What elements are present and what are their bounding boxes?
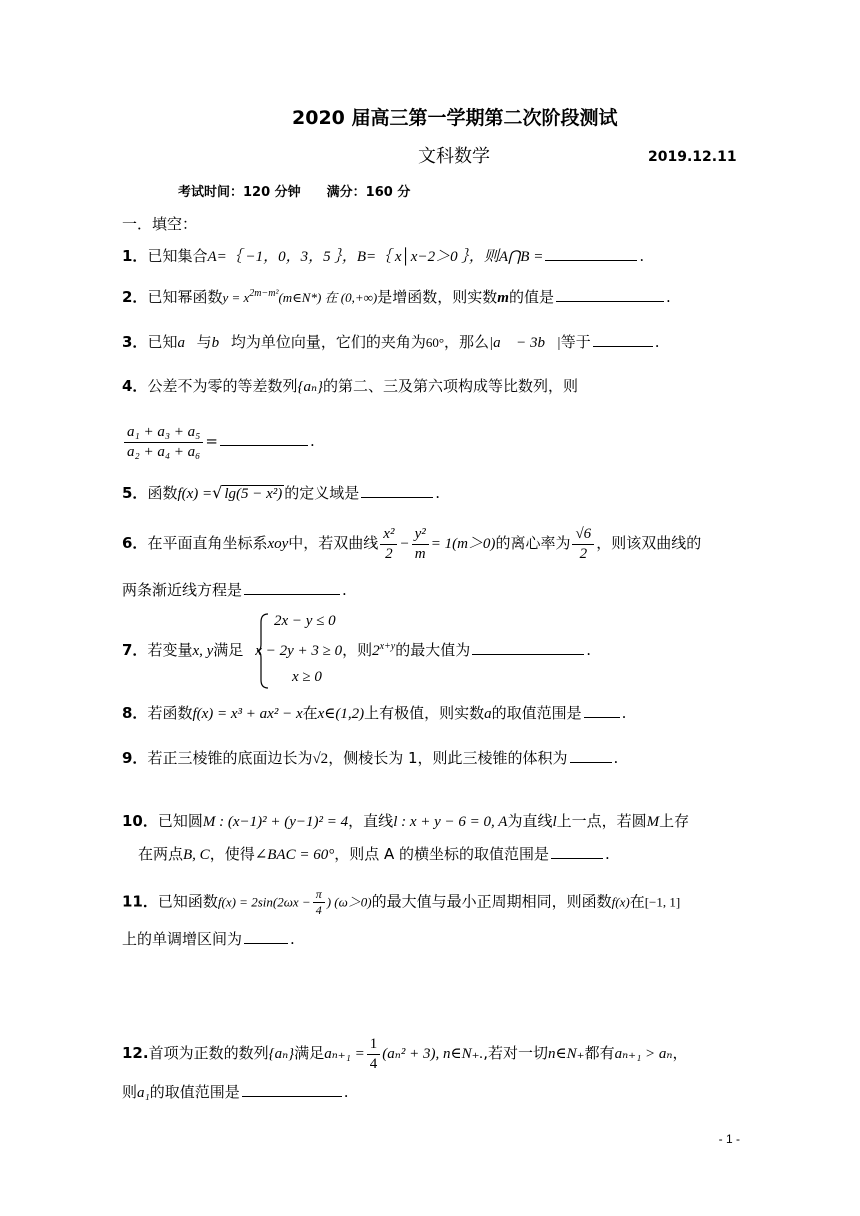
q5-text-a: 函数 [147,484,178,502]
q6-number: 6． [122,534,148,552]
question-8: 8．若函数f(x) = x³ + ax² − x在x∈(1,2)上有极值，则实数a的取值范围是 . [122,704,627,722]
q12-inequality: aₙ₊₁ > aₙ [614,1046,673,1062]
q3-answer-blank[interactable] [593,345,653,347]
q1-text: 已知集合 [147,247,208,265]
question-5: 5．函数f(x) =√ lg(5 − x²) 的定义域是 . [122,483,441,502]
q11-tail: ) (ω＞0) [326,894,372,910]
q2-number: 2． [122,288,148,306]
q10-answer-blank[interactable] [551,857,603,859]
q10-text-a: 已知圆 [157,812,203,830]
q3-vector-b: b⃗ [211,335,231,351]
question-1: 1．已知集合A=｛ −1，0，3，5 ｝，B=｛ x│x−2＞0 ｝，则A⋂B = . [122,247,645,265]
question-4 [122,378,578,396]
q7-answer-blank[interactable] [472,653,584,655]
q8-text-d: 的取值范围是 [491,704,582,722]
q8-text-c: 上有极值，则实数 [364,704,485,722]
q5-function: f(x) = [177,486,213,502]
q8-text-a: 若函数 [147,704,193,722]
q6-text-b: 中，若双曲线 [288,534,379,552]
q11-text-b: 的最大值与最小正周期相同，则函数 [371,892,612,911]
q4-answer-blank[interactable] [220,444,308,446]
q2-answer-blank[interactable] [556,300,664,302]
q6-line-2-text: 两条渐近线方程是 [122,581,243,599]
exam-title: 2020 届高三第一学期第二次阶段测试 [292,107,618,129]
exam-date: 2019.12.11 [648,149,737,165]
q1-set-b: B=｛ x│x−2＞0 ｝，则 [356,249,499,265]
question-6-line-2: 两条渐近线方程是 . [122,581,347,599]
q1-set-a: A=｛ −1，0，3，5 ｝， [207,249,357,265]
q10-text-d: 上一点，若圆 [556,812,647,830]
subject-title: 文科数学 [418,146,490,167]
q6-text-a: 在平面直角坐标系 [147,534,268,552]
q7-text-b: 满足 [213,641,244,659]
q6-fraction-y-denominator: m [414,545,426,562]
q5-answer-blank[interactable] [361,496,433,498]
q4-number: 4． [122,377,148,395]
q6-eccentricity [572,526,594,562]
q12-text-c: ,若对一切 [483,1044,549,1062]
q6-fraction-y-numerator: y² [412,526,429,545]
q6-xoy: xoy [267,536,289,552]
q10-line-equation: l : x + y − 6 = 0, A [393,814,508,830]
q12-line-2-b: 的取值范围是 [149,1083,240,1101]
q12-line-2-a: 则 [122,1083,138,1101]
q3-text-c: 均为单位向量，它们的夹角为 [230,333,426,351]
q1-number: 1． [122,247,148,265]
q2-variable: m [497,290,509,306]
q11-answer-blank[interactable] [244,942,288,944]
q12-lhs: aₙ₊₁ = [324,1046,365,1062]
q11-line-2-text: 上的单调增区间为 [122,930,243,948]
q8-answer-blank[interactable] [584,716,620,718]
q11-interval: [−1, 1] [644,894,681,910]
q2-formula: y = x [222,290,250,305]
q1-answer-blank[interactable] [545,259,637,261]
q10-text-c: 为直线 [507,812,553,830]
q2-condition: (m∈N*) 在 (0,+∞) [278,290,378,305]
q12-answer-blank[interactable] [242,1095,342,1097]
q12-text-b: 满足 [294,1044,325,1062]
q9-number: 9． [122,749,148,767]
q10-line-2-b: ，使得 [209,845,255,863]
q11-function: f(x) [611,894,630,910]
q6-condition: = 1(m＞0) [430,536,496,552]
q8-number: 8． [122,704,148,722]
q8-text-b: 在 [302,704,318,722]
q7-expression-exponent: x+y [379,641,396,652]
q3-expression: |a⃗ − 3b⃗| [489,335,561,351]
q6-eccentricity-numerator: √6 [572,526,594,545]
question-12: 12.首项为正数的数列{aₙ}满足aₙ₊₁ = $\frac{1}{4}$ (aₙ² + 3), n∈N₊.,若对一切n∈N₊都有aₙ₊₁ > aₙ， [122,1036,688,1072]
q3-text-b: 与 [196,333,212,351]
page-number: - 1 - [718,1132,740,1146]
q7-text-a: 若变量 [147,641,193,659]
q12-condition: n∈N₊ [548,1046,585,1062]
q12-number: 12. [122,1044,149,1062]
q6-text-c: 的离心率为 [495,534,571,552]
q3-number: 3． [122,333,148,351]
q9-text-a: 若正三棱锥的底面边长为 [147,749,313,767]
q7-number: 7． [122,641,148,659]
q7-expression-base: 2 [372,643,380,659]
q4-equals: = [205,432,218,450]
q6-fraction-x [380,526,397,562]
q6-text-d: ，则该双曲线的 [596,534,702,552]
q4-fraction-numerator: a₁ + a₃ + a₅ [124,424,203,443]
q11-text-a: 已知函数 [157,892,218,911]
q9-text-b: ，侧棱长为 1，则此三棱锥的体积为 [328,749,568,767]
q4-sequence: {aₙ} [297,379,324,395]
q11-pi-fraction [313,888,325,917]
question-4-fraction-line: $\frac{\text{a₁ + a₃ + a₅}}{\text{a₂ + a₄ + a₆}}$ = . [122,424,315,460]
q7-constraint-2: x − 2y + 3 ≥ 0 [255,643,343,659]
q3-text-e: 等于 [560,333,591,351]
question-2: 2．已知幂函数$y = x^{2m-m^2}(m\in N*)$ 在 (0,+∞)是增函数，则实数m的值是 . [122,288,671,306]
q2-text-c: 的值是 [508,288,554,306]
q7-text-d: 的最大值为 [395,641,471,659]
question-9: 9．若正三棱锥的底面边长为√2，侧棱长为 1，则此三棱锥的体积为 . [122,749,619,767]
q4-fraction [124,424,203,460]
q5-number: 5． [122,484,148,502]
q10-text-b: ，直线 [348,812,394,830]
q10-line-2-c: ，则点 A 的横坐标的取值范围是 [334,845,550,863]
q10-points: B, C [183,847,210,863]
q12-text-d: 都有 [584,1044,615,1062]
question-10 [122,813,689,831]
q9-answer-blank[interactable] [570,761,612,763]
q7-constraint-3: x ≥ 0 [292,669,322,685]
q10-number: 10． [122,812,158,830]
question-7: 7．若变量x, y满足 x − 2y + 3 ≥ 0，则$2^{x+y}$的最大值为 . [122,641,592,659]
q6-fraction-x-denominator: 2 [385,545,393,562]
q12-rhs: (aₙ² + 3), n∈N₊. [382,1046,484,1062]
q1-answer-expr: A⋂B = [498,249,544,265]
q8-variable: a [484,706,492,722]
question-11-line-2: 上的单调增区间为 . [122,930,295,948]
q9-value: √2 [312,751,329,767]
q2-exponent: 2m−m² [249,288,279,299]
q6-answer-blank[interactable] [244,593,340,595]
q5-text-b: 的定义域是 [284,484,360,502]
q11-number: 11． [122,892,158,911]
q10-angle: ∠BAC = 60° [254,847,335,863]
q8-interval: x∈(1,2) [317,706,365,722]
q8-formula: f(x) = x³ + ax² − x [192,706,303,722]
q5-radical-sign: √ [212,483,223,502]
q10-line-l: l [552,814,557,830]
q12-quarter-numerator: 1 [367,1036,381,1055]
q3-vector-a: a⃗ [177,335,197,351]
section-label: 一．填空： [122,215,198,233]
exam-info: 考试时间：120 分钟 满分：160 分 [178,185,411,200]
q6-eccentricity-denominator: 2 [579,545,588,562]
q11-pi: π [313,888,325,903]
question-11 [122,888,680,917]
q6-fraction-x-numerator: x² [380,526,397,545]
q12-quarter-denominator: 4 [369,1055,378,1072]
question-3: 3．已知a⃗与b⃗均为单位向量，它们的夹角为60°，那么|a⃗ − 3b⃗|等于 . [122,333,660,351]
q3-text-d: ，那么 [444,333,490,351]
question-6: 6．在平面直角坐标系xoy中，若双曲线 $\frac{\text{x²}}{2}$ − $\frac{\text{y²}}{m}$ = 1(m＞0)的离心率为 $\frac{√6}{2}$ ，则该双曲线的 [122,526,702,562]
q3-text-a: 已知 [147,333,178,351]
q6-fraction-y [412,526,429,562]
q4-text-a: 公差不为零的等差数列 [147,377,298,395]
q10-line-2-a: 在两点 [138,845,184,863]
question-10-line-2: 在两点B, C，使得∠BAC = 60°，则点 A 的横坐标的取值范围是 . [138,845,610,863]
q7-variables: x, y [192,643,214,659]
q12-quarter [367,1036,381,1072]
q11-text-c: 在 [629,892,645,911]
q12-a1: a₁ [137,1085,150,1101]
q4-text-b: 的第二、三及第六项构成等比数列，则 [323,377,579,395]
q11-formula: f(x) = 2sin(2ωx − [217,894,311,910]
q2-text-a: 已知幂函数 [147,288,223,306]
q11-four: 4 [315,903,322,918]
q5-radicand: lg(5 − x²) [224,486,283,502]
question-12-line-2: 则a₁的取值范围是 . [122,1083,349,1101]
q2-text-b: 是增函数，则实数 [377,288,498,306]
q10-circle-equation: M : (x−1)² + (y−1)² = 4 [202,814,349,830]
q10-text-e: 上存 [659,812,690,830]
q7-constraint-1: 2x − y ≤ 0 [274,613,336,629]
q7-text-c: ，则 [342,641,373,659]
q10-circle-m: M [646,814,660,830]
q12-sequence: {aₙ} [268,1046,295,1062]
q4-fraction-denominator: a₂ + a₄ + a₆ [127,443,201,460]
q3-angle: 60° [425,335,445,350]
q12-text-a: 首项为正数的数列 [148,1044,269,1062]
